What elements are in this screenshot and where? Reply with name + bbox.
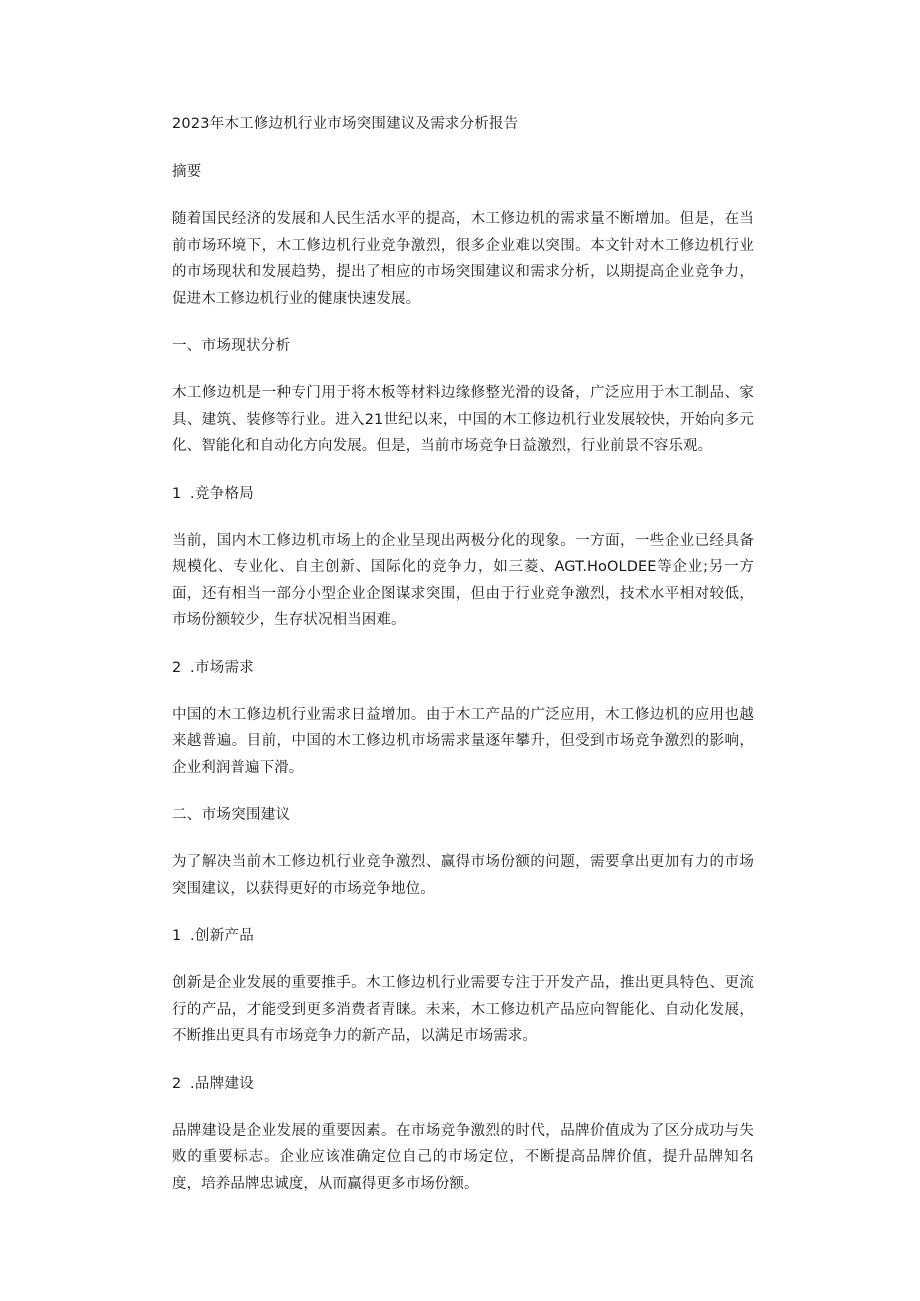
subheading-title: .品牌建设 [190,1075,255,1092]
subheading-number: 1 [172,928,182,944]
subheading-title: .创新产品 [190,928,255,944]
section2-subheading-innovation [172,924,754,948]
subheading-title: .竞争格局 [190,485,255,502]
brand-paragraph: 品牌建设是企业发展的重要因素。在市场竞争激烈的时代，品牌价值成为了区分成功与失败的重要标志。企业应该准确定位自己的市场定位，不断提高品牌价值，提升品牌知名度，培养品牌忠诚度，从而赢得更多市场份额。 [172,1122,754,1192]
section1-heading: 一、市场现状分析 [172,338,291,354]
subheading-title: .市场需求 [190,659,255,676]
section1-subheading-competition [172,482,754,506]
subheading-number: 2 [172,1075,182,1092]
competition-paragraph: 当前，国内木工修边机市场上的企业呈现出两极分化的现象。一方面，一些企业已经具备规模化、专业化、自主创新、国际化的竞争力，如三菱、AGT.HoOLDEE等企业;另一方面，还有相当一部分小型企业企图谋求突围，但由于行业竞争激烈，技术水平相对较低，市场份额较少，生存状况相当困难。 [172,532,754,628]
section2-intro-paragraph: 为了解决当前木工修边机行业竞争激烈、赢得市场份额的问题，需要拿出更加有力的市场突围建议，以获得更好的市场竞争地位。 [172,854,754,897]
abstract-paragraph: 随着国民经济的发展和人民生活水平的提高，木工修边机的需求量不断增加。但是，在当前市场环境下，木工修边机行业竞争激烈，很多企业难以突围。本文针对木工修边机行业的市场现状和发展趋势，提出了相应的市场突围建议和需求分析，以期提高企业竞争力，促进木工修边机行业的健康快速发展。 [172,211,754,307]
section2-subheading-brand [172,1072,754,1096]
section2-heading: 二、市场突围建议 [172,807,291,823]
abstract-heading: 摘要 [172,164,202,180]
document-title: 2023年木工修边机行业市场突围建议及需求分析报告 [172,116,519,132]
document-page [172,112,754,1219]
section1-subheading-demand [172,656,754,680]
subheading-number: 2 [172,659,182,676]
demand-paragraph: 中国的木工修边机行业需求日益增加。由于木工产品的广泛应用，木工修边机的应用也越来越普遍。目前，中国的木工修边机市场需求量逐年攀升，但受到市场竞争激烈的影响，企业利润普遍下滑。 [172,706,754,776]
section1-intro-paragraph: 木工修边机是一种专门用于将木板等材料边缘修整光滑的设备，广泛应用于木工制品、家具、建筑、装修等行业。进入21世纪以来，中国的木工修边机行业发展较快，开始向多元化、智能化和自动化方向发展。但是，当前市场竞争日益激烈，行业前景不容乐观。 [172,385,754,454]
subheading-number: 1 [172,485,182,502]
innovation-paragraph: 创新是企业发展的重要推手。木工修边机行业需要专注于开发产品，推出更具特色、更流行的产品，才能受到更多消费者青睐。未来，木工修边机产品应向智能化、自动化发展，不断推出更具有市场竞争力的新产品，以满足市场需求。 [172,975,754,1044]
